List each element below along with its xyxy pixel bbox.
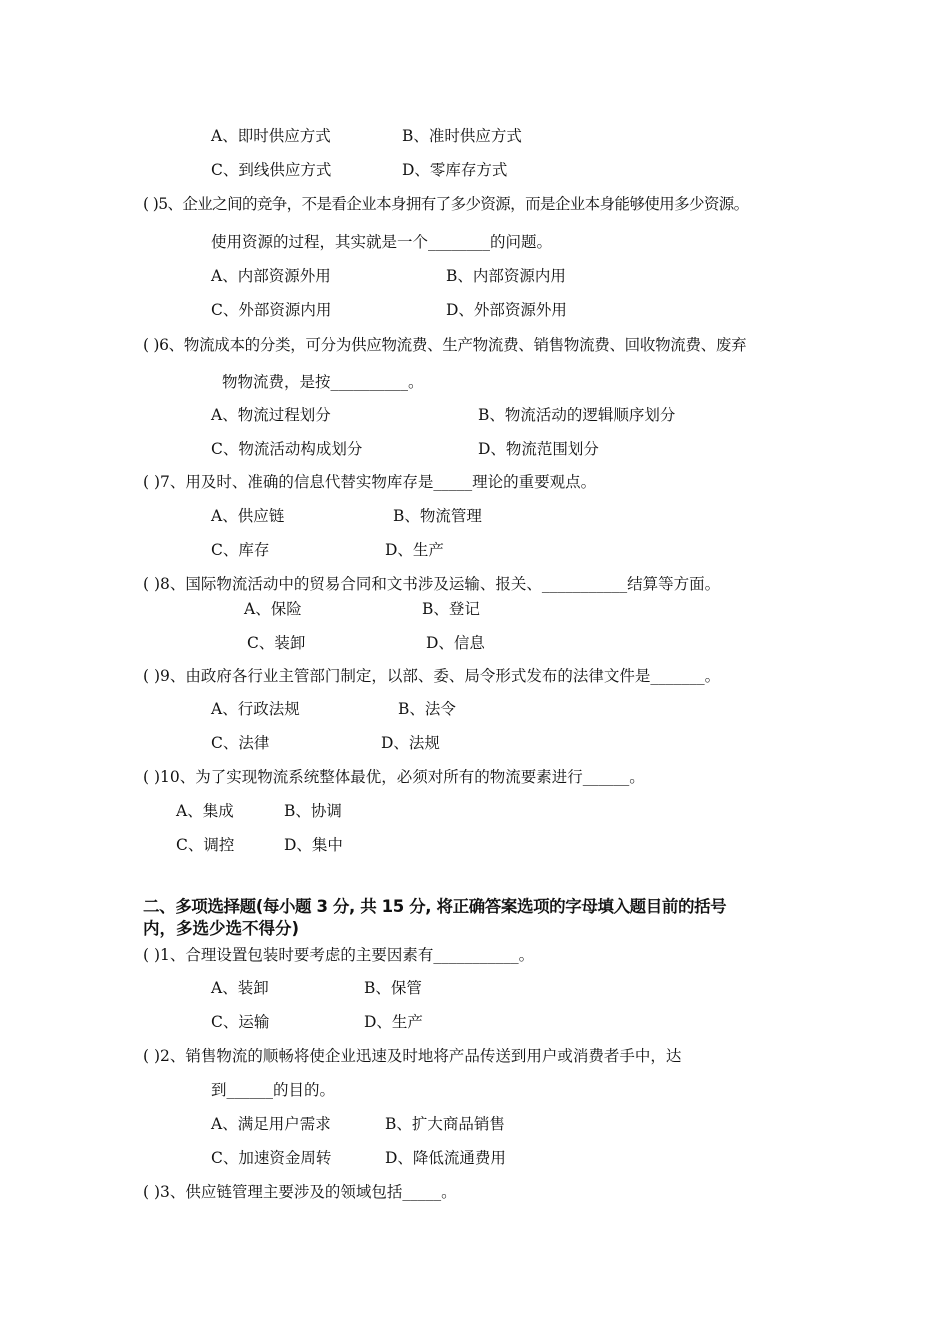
- option-b: B、扩大商品销售: [385, 1115, 505, 1133]
- option-d: D、生产: [385, 541, 444, 559]
- option-a: A、行政法规: [211, 700, 300, 718]
- option-c: C、装卸: [247, 634, 306, 652]
- option-a: A、装卸: [211, 979, 269, 997]
- option-a: A、集成: [176, 802, 234, 820]
- question-10-stem: ( )10、为了实现物流系统整体最优，必须对所有的物流要素进行______。: [143, 768, 645, 786]
- option-c: C、加速资金周转: [211, 1149, 332, 1167]
- option-d: D、信息: [426, 634, 485, 652]
- option-d: D、集中: [284, 836, 343, 854]
- question-6-stem: ( )6、物流成本的分类，可分为供应物流费、生产物流费、销售物流费、回收物流费、废弃: [143, 336, 747, 354]
- option-d: D、外部资源外用: [446, 301, 567, 319]
- question-5-stem: ( )5、企业之间的竞争，不是看企业本身拥有了多少资源，而是企业本身能够使用多少资源。: [143, 195, 749, 213]
- option-c: C、物流活动构成划分: [211, 440, 363, 458]
- option-b: B、法令: [398, 700, 456, 718]
- option-c: C、运输: [211, 1013, 270, 1031]
- section-heading-cont: 内，多选少选不得分): [143, 919, 300, 938]
- option-a: A、供应链: [211, 507, 285, 525]
- option-d: D、物流范围划分: [478, 440, 599, 458]
- question-8-stem: ( )8、国际物流活动中的贸易合同和文书涉及运输、报关、___________结算等方面。: [143, 575, 721, 593]
- section-heading: 二、多项选择题(每小题 3 分, 共 15 分, 将正确答案选项的字母填入题目前的括号: [143, 897, 727, 916]
- option-b: B、准时供应方式: [402, 127, 522, 145]
- option-b: B、物流管理: [393, 507, 482, 525]
- option-a: A、满足用户需求: [211, 1115, 331, 1133]
- option-d: D、法规: [381, 734, 440, 752]
- option-a: A、内部资源外用: [211, 267, 331, 285]
- option-c: C、调控: [176, 836, 235, 854]
- option-a: A、即时供应方式: [211, 127, 331, 145]
- option-d: D、降低流通费用: [385, 1149, 506, 1167]
- option-b: B、内部资源内用: [446, 267, 566, 285]
- option-b: B、保管: [364, 979, 422, 997]
- mq-1-stem: ( )1、合理设置包装时要考虑的主要因素有___________。: [143, 946, 535, 964]
- option-c: C、法律: [211, 734, 270, 752]
- option-c: C、库存: [211, 541, 270, 559]
- option-d: D、零库存方式: [402, 161, 508, 179]
- mq-3-stem: ( )3、供应链管理主要涉及的领域包括_____。: [143, 1183, 457, 1201]
- option-a: A、保险: [244, 600, 302, 618]
- question-5-stem-cont: 使用资源的过程，其实就是一个________的问题。: [211, 233, 553, 251]
- question-6-stem-cont: 物物流费，是按__________。: [222, 373, 424, 391]
- option-c: C、到线供应方式: [211, 161, 332, 179]
- option-b: B、登记: [422, 600, 480, 618]
- option-b: B、物流活动的逻辑顺序划分: [478, 406, 676, 424]
- question-9-stem: ( )9、由政府各行业主管部门制定，以部、委、局令形式发布的法律文件是_______。: [143, 667, 721, 685]
- mq-2-stem-cont: 到______的目的。: [211, 1081, 336, 1099]
- question-7-stem: ( )7、用及时、准确的信息代替实物库存是_____理论的重要观点。: [143, 473, 597, 491]
- option-c: C、外部资源内用: [211, 301, 332, 319]
- mq-2-stem: ( )2、销售物流的顺畅将使企业迅速及时地将产品传送到用户或消费者手中，达: [143, 1047, 682, 1065]
- option-a: A、物流过程划分: [211, 406, 331, 424]
- option-b: B、协调: [284, 802, 342, 820]
- option-d: D、生产: [364, 1013, 423, 1031]
